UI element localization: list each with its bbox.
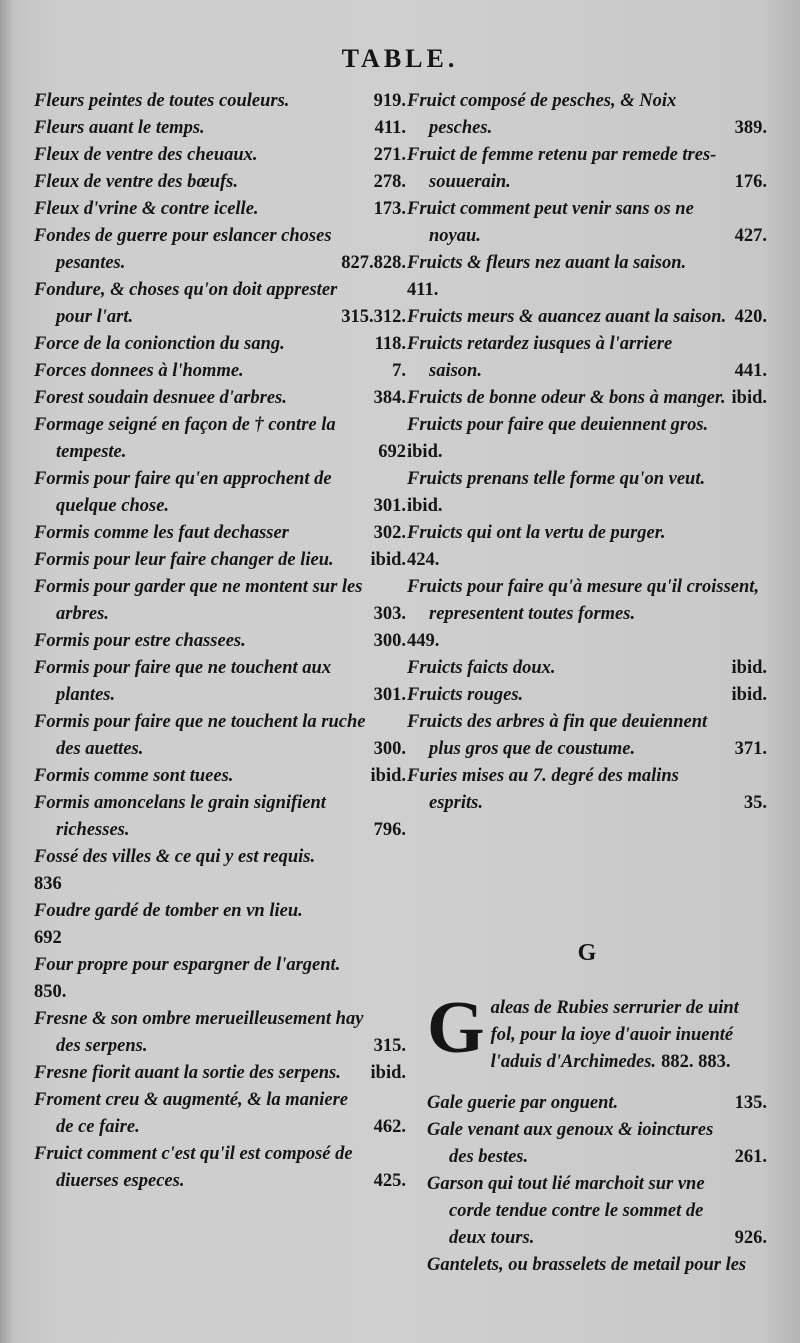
entry-text: Fleurs peintes de toutes couleurs. <box>34 91 290 111</box>
entry-page: 796. <box>373 820 406 840</box>
index-entry <box>407 88 767 142</box>
entry-text: Formis comme les faut dechasser <box>34 523 289 543</box>
entry-page: ibid. <box>407 442 443 462</box>
entry-text: Formis pour faire qu'en approchent de quelque chose. <box>34 469 332 516</box>
index-entry <box>34 898 406 952</box>
index-entry <box>407 520 767 574</box>
entry-page: 315. <box>373 1036 406 1056</box>
entry-text: Formis pour faire que ne touchent la ruche des auettes. <box>34 712 366 759</box>
entry-text: Formis comme sont tuees. <box>34 766 234 786</box>
index-entry <box>34 412 406 466</box>
entry-page: ibid. <box>731 388 767 408</box>
entry-page: 425. <box>373 1171 406 1191</box>
index-entry <box>34 115 406 142</box>
entry-page: 35. <box>743 793 767 813</box>
index-entry <box>407 709 767 763</box>
entry-text: Formis pour garder que ne montent sur les arbres. <box>34 577 363 624</box>
g-entries <box>427 1090 767 1279</box>
entry-page: 427. <box>734 226 767 246</box>
entry-text: Fruicts pour faire qu'à mesure qu'il croissent, representent toutes formes. <box>407 577 760 624</box>
entry-page: 7. <box>392 361 406 381</box>
index-entry <box>34 790 406 844</box>
entry-page: 926. <box>734 1228 767 1248</box>
entry-text: Four propre pour espargner de l'argent. <box>34 955 341 975</box>
entry-page: 827.828. <box>341 253 406 273</box>
entry-page: ibid. <box>407 496 443 516</box>
index-entry <box>407 466 767 520</box>
index-entry <box>34 628 406 655</box>
entry-text: Foudre gardé de tomber en vn lieu. <box>34 901 303 921</box>
index-entry <box>34 520 406 547</box>
index-entry <box>407 763 767 817</box>
index-entry <box>34 223 406 277</box>
page-header: TABLE. <box>341 44 459 73</box>
entry-page: 441. <box>734 361 767 381</box>
dropcap-letter: G <box>427 987 485 1069</box>
index-entry <box>34 385 406 412</box>
entry-text: Forest soudain desnuee d'arbres. <box>34 388 287 408</box>
index-entry <box>34 142 406 169</box>
entry-page: 389. <box>734 118 767 138</box>
g-first-entry <box>427 987 767 1076</box>
entry-page: 371. <box>734 739 767 759</box>
entry-text: Gale venant aux genoux & ioinctures des bestes. <box>427 1120 714 1167</box>
entry-page: 836 <box>34 874 62 894</box>
entry-text: Fruicts des arbres à fin que deuiennent plus gros que de coustume. <box>407 712 708 759</box>
index-entry <box>34 358 406 385</box>
entry-page: 271. <box>373 145 406 165</box>
entry-text: Fleux de ventre des bœufs. <box>34 172 238 192</box>
entry-text: Fruicts rouges. <box>407 685 524 705</box>
index-entry <box>427 1171 767 1252</box>
entry-page: 261. <box>734 1147 767 1167</box>
entry-page: 301. <box>373 685 406 705</box>
entry-text: Gantelets, ou brasselets de metail pour les <box>427 1255 747 1275</box>
entry-page: 424. <box>407 550 440 570</box>
entry-text: Formis pour faire que ne touchent aux plantes. <box>34 658 332 705</box>
entry-text: Fruicts meurs & auancez auant la saison. <box>407 307 727 327</box>
entry-page: 411. <box>407 280 439 300</box>
entry-text: Fruict comment c'est qu'il est composé de diuerses especes. <box>34 1144 353 1191</box>
entry-page: 173. <box>373 199 406 219</box>
entry-page: 850. <box>34 982 67 1002</box>
index-entry <box>34 466 406 520</box>
entry-text: Fresne fiorit auant la sortie des serpens. <box>34 1063 341 1083</box>
entry-page: ibid. <box>370 550 406 570</box>
index-entry <box>407 142 767 196</box>
entry-page: 303. <box>373 604 406 624</box>
entry-page: 278. <box>373 172 406 192</box>
entry-page: 135. <box>734 1093 767 1113</box>
index-entry <box>407 331 767 385</box>
entry-text: Gale guerie par onguent. <box>427 1093 619 1113</box>
entry-page: ibid. <box>731 685 767 705</box>
entry-page: 118. <box>374 334 406 354</box>
entry-text: Force de la conionction du sang. <box>34 334 285 354</box>
index-entry <box>34 196 406 223</box>
index-entry <box>407 250 767 304</box>
index-entry <box>34 547 406 574</box>
index-entry <box>34 331 406 358</box>
entry-text: Fruict composé de pesches, & Noix pesches. <box>407 91 677 138</box>
index-entry <box>407 574 767 655</box>
entry-text: Fleux d'vrine & contre icelle. <box>34 199 259 219</box>
entry-text: Fruict comment peut venir sans os ne noyau. <box>407 199 694 246</box>
index-entry <box>34 1141 406 1195</box>
index-entry <box>34 1060 406 1087</box>
index-entry <box>407 196 767 250</box>
entry-page: 692 <box>34 928 62 948</box>
entry-text: Formage seigné en façon de † contre la tempeste. <box>34 415 336 462</box>
entry-page: 420. <box>734 307 767 327</box>
entry-page: 302. <box>373 523 406 543</box>
entry-page: 882. 883. <box>661 1052 731 1072</box>
entry-text: Fruicts faicts doux. <box>407 658 556 678</box>
entry-page: 919. <box>373 91 406 111</box>
left-column <box>34 88 406 1195</box>
index-entry <box>407 655 767 682</box>
index-entry <box>407 304 767 331</box>
entry-page: 315.312. <box>341 307 406 327</box>
entry-text: Froment creu & augmenté, & la maniere de ce faire. <box>34 1090 348 1137</box>
index-entry <box>34 277 406 331</box>
entry-text: Fleurs auant le temps. <box>34 118 205 138</box>
index-entry <box>34 763 406 790</box>
index-entry <box>407 412 767 466</box>
entry-text: Formis pour estre chassees. <box>34 631 246 651</box>
index-entry <box>34 952 406 1006</box>
entry-page: 449. <box>407 631 440 651</box>
right-column <box>407 88 767 817</box>
index-entry <box>34 88 406 115</box>
entry-page: 411. <box>374 118 406 138</box>
index-entry <box>34 169 406 196</box>
entry-text: Fruicts qui ont la vertu de purger. <box>407 523 666 543</box>
entry-page: ibid. <box>731 658 767 678</box>
entry-text: Fruict de femme retenu par remede tres-souuerain. <box>407 145 717 192</box>
entry-text: Fondure, & choses qu'on doit apprester pour l'art. <box>34 280 338 327</box>
entry-page: 692 <box>378 442 406 462</box>
entry-text: Furies mises au 7. degré des malins esprits. <box>407 766 679 813</box>
entry-text: Fondes de guerre pour eslancer choses pesantes. <box>34 226 332 273</box>
entry-text: Formis pour leur faire changer de lieu. <box>34 550 334 570</box>
entry-text: Fruicts prenans telle forme qu'on veut. <box>407 469 706 489</box>
index-entry <box>34 1006 406 1060</box>
entry-page: 384. <box>373 388 406 408</box>
entry-page: ibid. <box>370 766 406 786</box>
entry-text: Fruicts retardez iusques à l'arriere saison. <box>407 334 673 381</box>
index-entry <box>427 1090 767 1117</box>
index-entry <box>407 682 767 709</box>
index-entry <box>34 709 406 763</box>
index-entry <box>34 574 406 628</box>
index-entry <box>427 1252 767 1279</box>
entry-text: Formis amoncelans le grain signifient richesses. <box>34 793 326 840</box>
entry-text: Garson qui tout lié marchoit sur vne corde tendue contre le sommet de deux tours. <box>427 1174 705 1248</box>
index-entry <box>427 1117 767 1171</box>
entry-text: Fossé des villes & ce qui y est requis. <box>34 847 316 867</box>
entry-text: Forces donnees à l'homme. <box>34 361 244 381</box>
index-entry <box>407 385 767 412</box>
index-entry <box>34 655 406 709</box>
entry-page: 301. <box>373 496 406 516</box>
entry-text: Fruicts pour faire que deuiennent gros. <box>407 415 709 435</box>
entry-text: Fruicts & fleurs nez auant la saison. <box>407 253 687 273</box>
entry-text: aleas de Rubies serrurier de uint fol, pour la ioye d'auoir inuenté l'aduis d'Archimedes. <box>490 998 739 1072</box>
entry-page: 300. <box>373 739 406 759</box>
entry-text: Fleux de ventre des cheuaux. <box>34 145 258 165</box>
entry-page: 462. <box>373 1117 406 1137</box>
entry-text: Fresne & son ombre merueilleusement hay des serpens. <box>34 1009 364 1056</box>
entry-text: Fruicts de bonne odeur & bons à manger. <box>407 388 726 408</box>
entry-page: 300. <box>373 631 406 651</box>
section-letter: G <box>577 940 597 966</box>
entry-page: ibid. <box>370 1063 406 1083</box>
entry-page: 176. <box>734 172 767 192</box>
index-entry <box>34 1087 406 1141</box>
index-entry <box>34 844 406 898</box>
